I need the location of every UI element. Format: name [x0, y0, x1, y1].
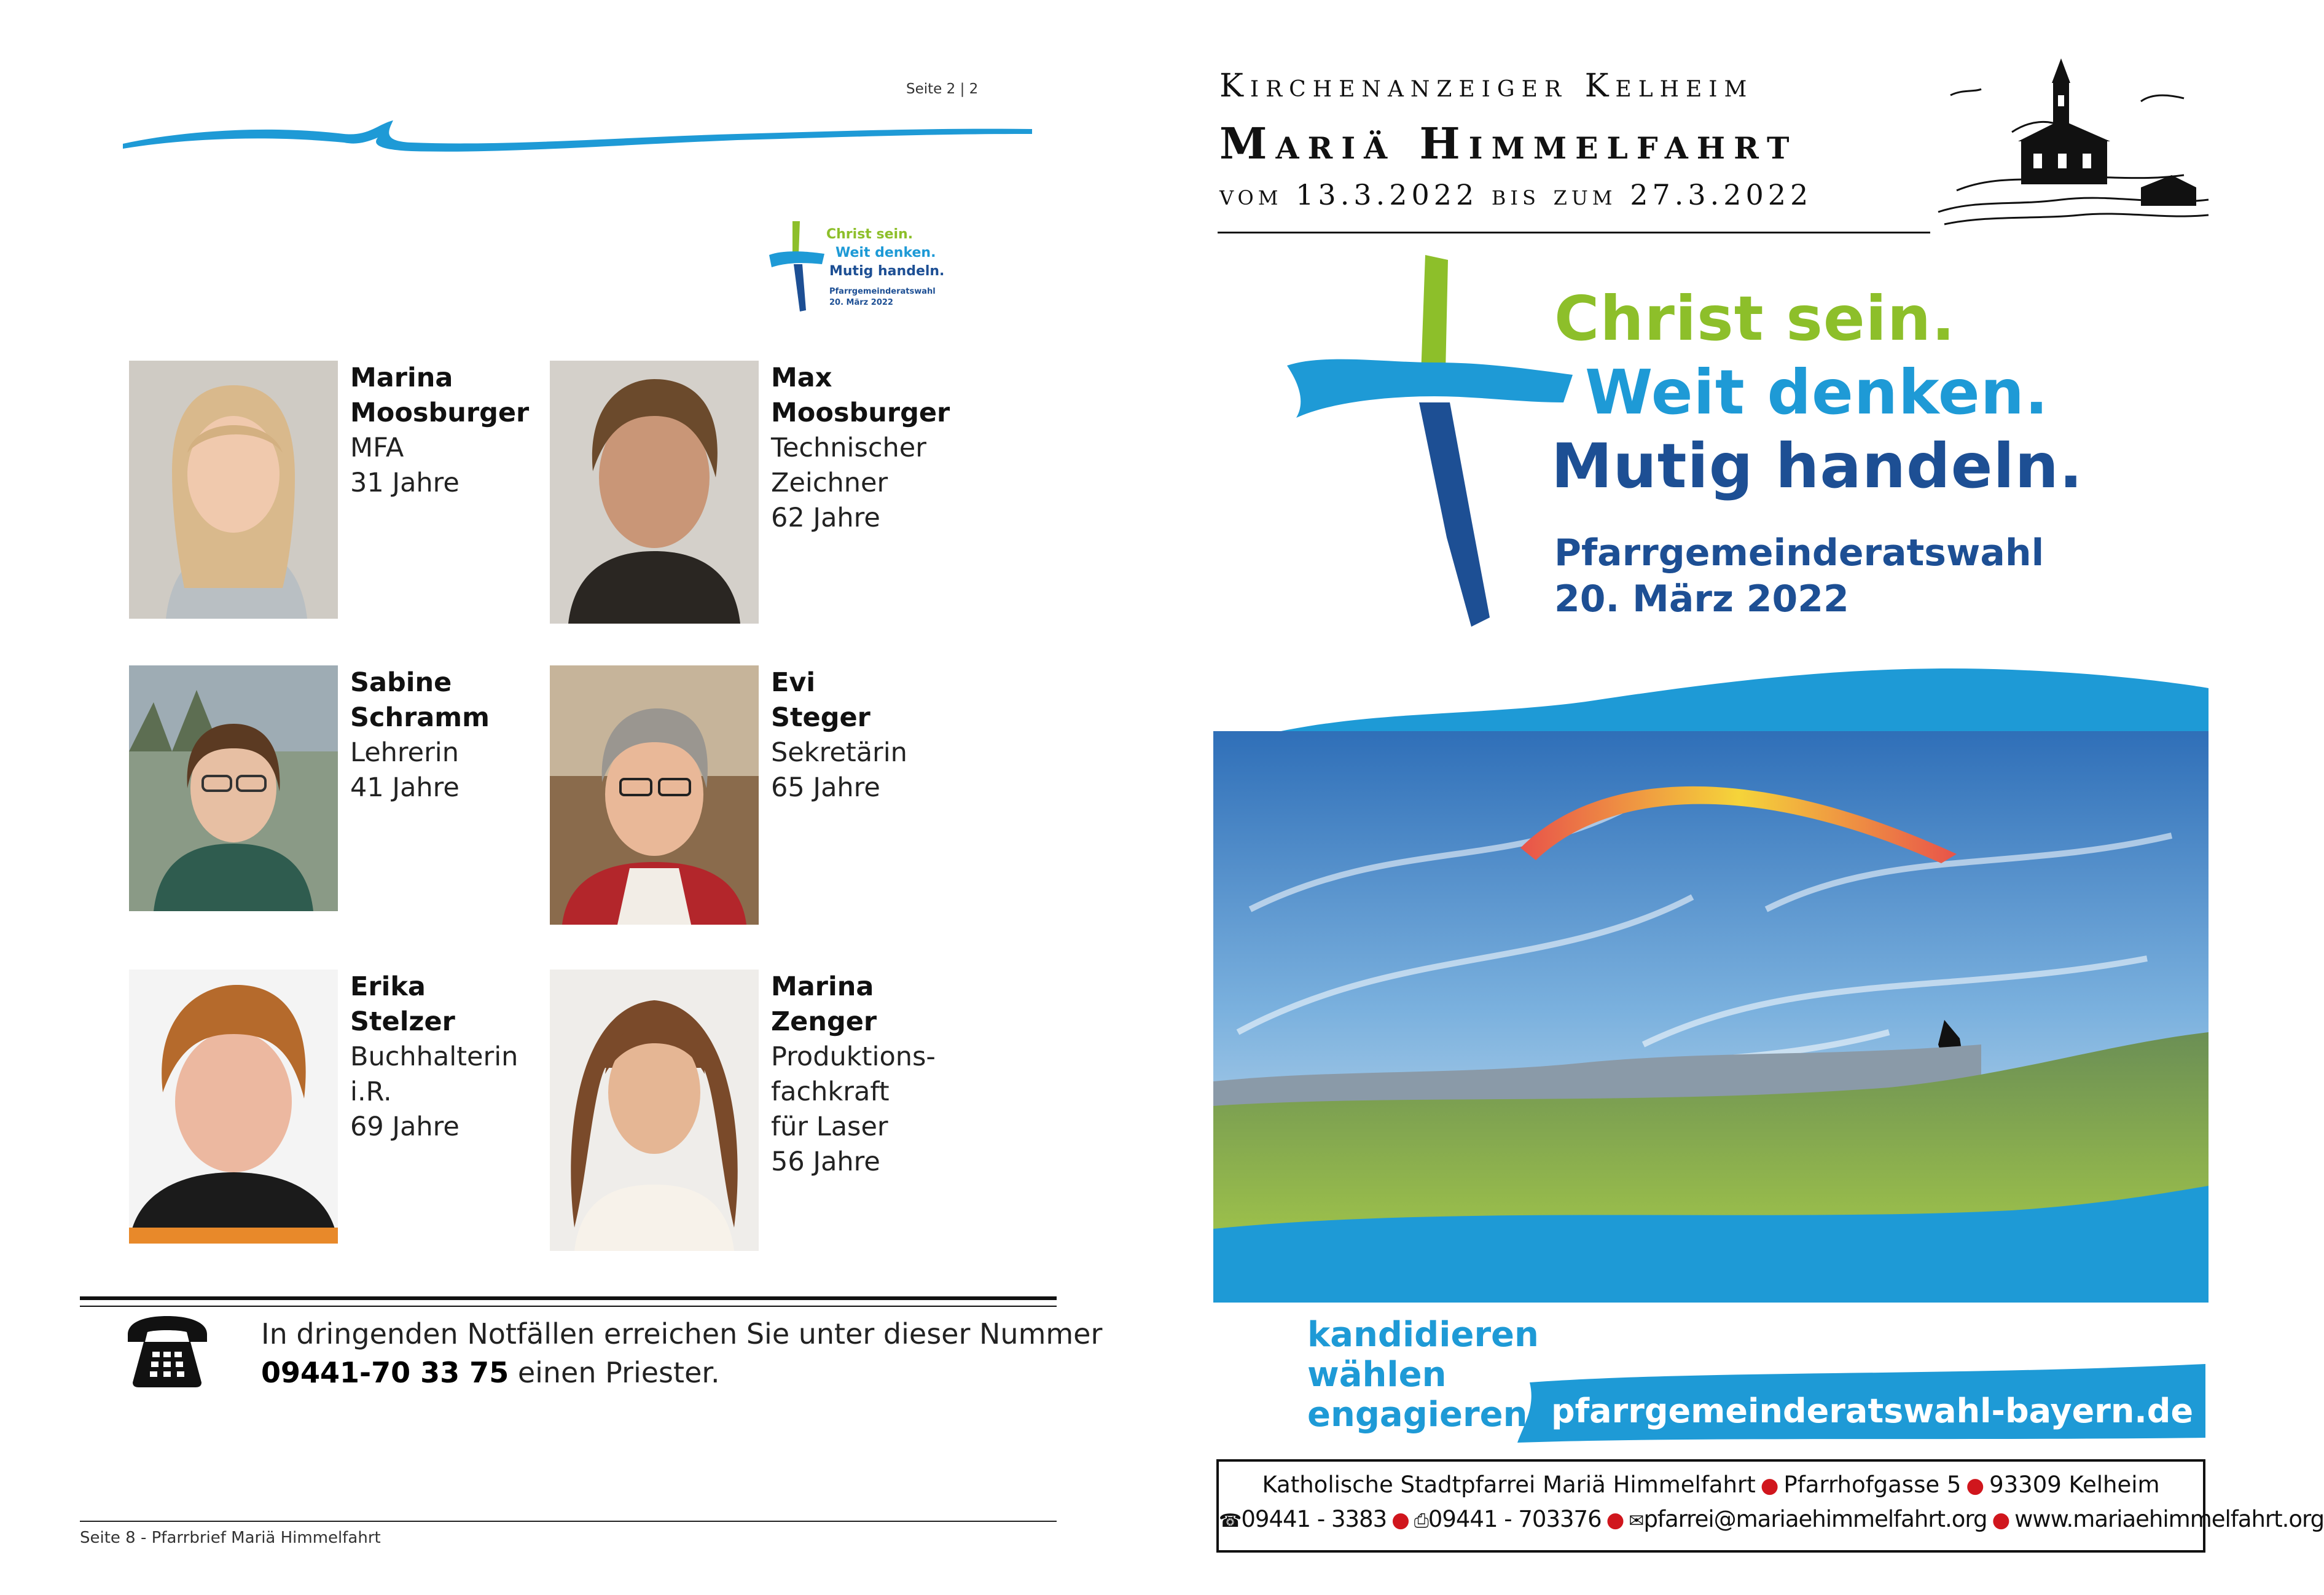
candidate-detail: fachkraft: [771, 1076, 890, 1107]
cta-line1: kandidieren: [1307, 1315, 1539, 1355]
slogan-line3: Mutig handeln.: [1551, 430, 2083, 502]
candidate-detail: Lehrerin: [350, 737, 459, 768]
candidate-photo: [129, 665, 338, 911]
cta-line3: engagieren: [1307, 1395, 1528, 1435]
contact-details: [1219, 1506, 2324, 1532]
header-rule: [1218, 232, 1930, 233]
paraglider-photo: [1213, 651, 2209, 1303]
candidate-info: [350, 361, 553, 501]
candidate-info: [771, 361, 974, 536]
fax-number: 09441 - 703376: [1428, 1506, 1602, 1532]
candidate-detail: 69 Jahre: [350, 1111, 460, 1142]
candidate-detail: Buchhalterin i.R.: [350, 1041, 518, 1107]
candidate-info: [771, 970, 974, 1180]
candidate-info: [350, 970, 553, 1145]
bullet-icon: ●: [1966, 1473, 1985, 1498]
footer-line: [80, 1521, 1057, 1522]
bullet-icon: ●: [1606, 1508, 1624, 1532]
candidate-detail: 65 Jahre: [771, 772, 880, 803]
candidate-last-name: Moosburger: [350, 398, 530, 428]
candidate-detail: Zeichner: [771, 468, 888, 498]
election-url-link[interactable]: pfarrgemeinderatswahl-bayern.de: [1551, 1392, 2194, 1430]
candidate-info: [771, 665, 974, 805]
mini-logo-line2: Weit denken.: [835, 245, 936, 261]
parish-name: Katholische Stadtpfarrei Mariä Himmelfahrt: [1262, 1472, 1756, 1498]
candidate-photo: [550, 665, 759, 925]
election-cross-logo: [1287, 249, 1576, 630]
contact-box: [1216, 1459, 2324, 1553]
candidate-detail: 62 Jahre: [771, 503, 880, 533]
candidate-detail: 31 Jahre: [350, 468, 460, 498]
left-page: [0, 0, 1128, 1595]
candidate-info: [350, 665, 553, 805]
phone-icon: ☎: [1219, 1510, 1242, 1532]
emergency-line2-text: einen Priester.: [509, 1356, 720, 1389]
separator-line: [80, 1306, 1057, 1307]
candidate-photo: [550, 361, 759, 624]
candidate-detail: Technischer: [771, 433, 926, 463]
slogan-line2: Weit denken.: [1585, 356, 2049, 428]
phone-number: 09441 - 3383: [1241, 1506, 1387, 1532]
candidate-last-name: Moosburger: [771, 398, 950, 428]
mini-logo-line5: 20. März 2022: [829, 298, 893, 307]
separator-line: [80, 1296, 1057, 1300]
slogan-line1: Christ sein.: [1554, 283, 1956, 355]
candidate-photo: [550, 970, 759, 1251]
candidate-first-name: Evi: [771, 667, 816, 698]
candidate-detail: 41 Jahre: [350, 772, 460, 803]
email-link[interactable]: pfarrei@mariaehimmelfahrt.org: [1643, 1506, 1987, 1532]
contact-address: [1219, 1472, 2203, 1498]
mini-logo-line4: Pfarrgemeinderatswahl: [829, 287, 936, 296]
city-address: 93309 Kelheim: [1989, 1472, 2160, 1498]
candidate-last-name: Schramm: [350, 702, 490, 733]
website-link[interactable]: www.mariaehimmelfahrt.org: [2014, 1506, 2324, 1532]
emergency-phone-number: 09441-70 33 75: [261, 1356, 509, 1389]
candidate-last-name: Steger: [771, 702, 871, 733]
election-date: 20. März 2022: [1554, 578, 1849, 621]
mini-cross-icon: [768, 218, 826, 316]
candidate-first-name: Max: [771, 362, 832, 393]
candidate-detail: 56 Jahre: [771, 1146, 880, 1177]
candidate-photo: [129, 970, 338, 1244]
candidate-last-name: Stelzer: [350, 1006, 455, 1037]
page-number: Seite 2 | 2: [906, 81, 979, 97]
church-sketch-icon: [1938, 58, 2209, 237]
header-parish: Mariä Himmelfahrt: [1219, 118, 1798, 169]
candidate-first-name: Sabine: [350, 667, 452, 698]
candidate-detail: Sekretärin: [771, 737, 907, 768]
candidate-photo: [129, 361, 338, 619]
email-icon: ✉: [1629, 1510, 1644, 1532]
emergency-line2: [261, 1354, 1102, 1392]
candidate-last-name: Zenger: [771, 1006, 877, 1037]
header-date-range: vom 13.3.2022 bis zum 27.3.2022: [1219, 178, 1813, 211]
candidate-first-name: Erika: [350, 971, 426, 1002]
mini-logo-line3: Mutig handeln.: [829, 264, 945, 279]
candidate-detail: MFA: [350, 433, 404, 463]
header-publication: Kirchenanzeiger Kelheim: [1219, 68, 1754, 104]
footer-text: Seite 8 - Pfarrbrief Mariä Himmelfahrt: [80, 1529, 381, 1547]
wave-decoration: [123, 116, 1032, 159]
bullet-icon: ●: [1760, 1473, 1779, 1498]
candidate-first-name: Marina: [350, 362, 453, 393]
candidate-detail: für Laser: [771, 1111, 888, 1142]
emergency-notice: [261, 1315, 1102, 1392]
street-address: Pfarrhofgasse 5: [1783, 1472, 1962, 1498]
fax-icon: ⎙: [1414, 1510, 1428, 1532]
bullet-icon: ●: [1992, 1508, 2010, 1532]
emergency-line1: In dringenden Notfällen erreichen Sie unter dieser Nummer: [261, 1317, 1103, 1350]
telephone-icon: [123, 1315, 212, 1389]
mini-logo-line1: Christ sein.: [826, 227, 914, 242]
candidate-first-name: Marina: [771, 971, 874, 1002]
candidate-detail: Produktions-: [771, 1041, 936, 1072]
bullet-icon: ●: [1391, 1508, 1409, 1532]
cta-line2: wählen: [1307, 1355, 1447, 1395]
election-title: Pfarrgemeinderatswahl: [1554, 531, 2044, 574]
mini-election-logo: [768, 218, 952, 316]
